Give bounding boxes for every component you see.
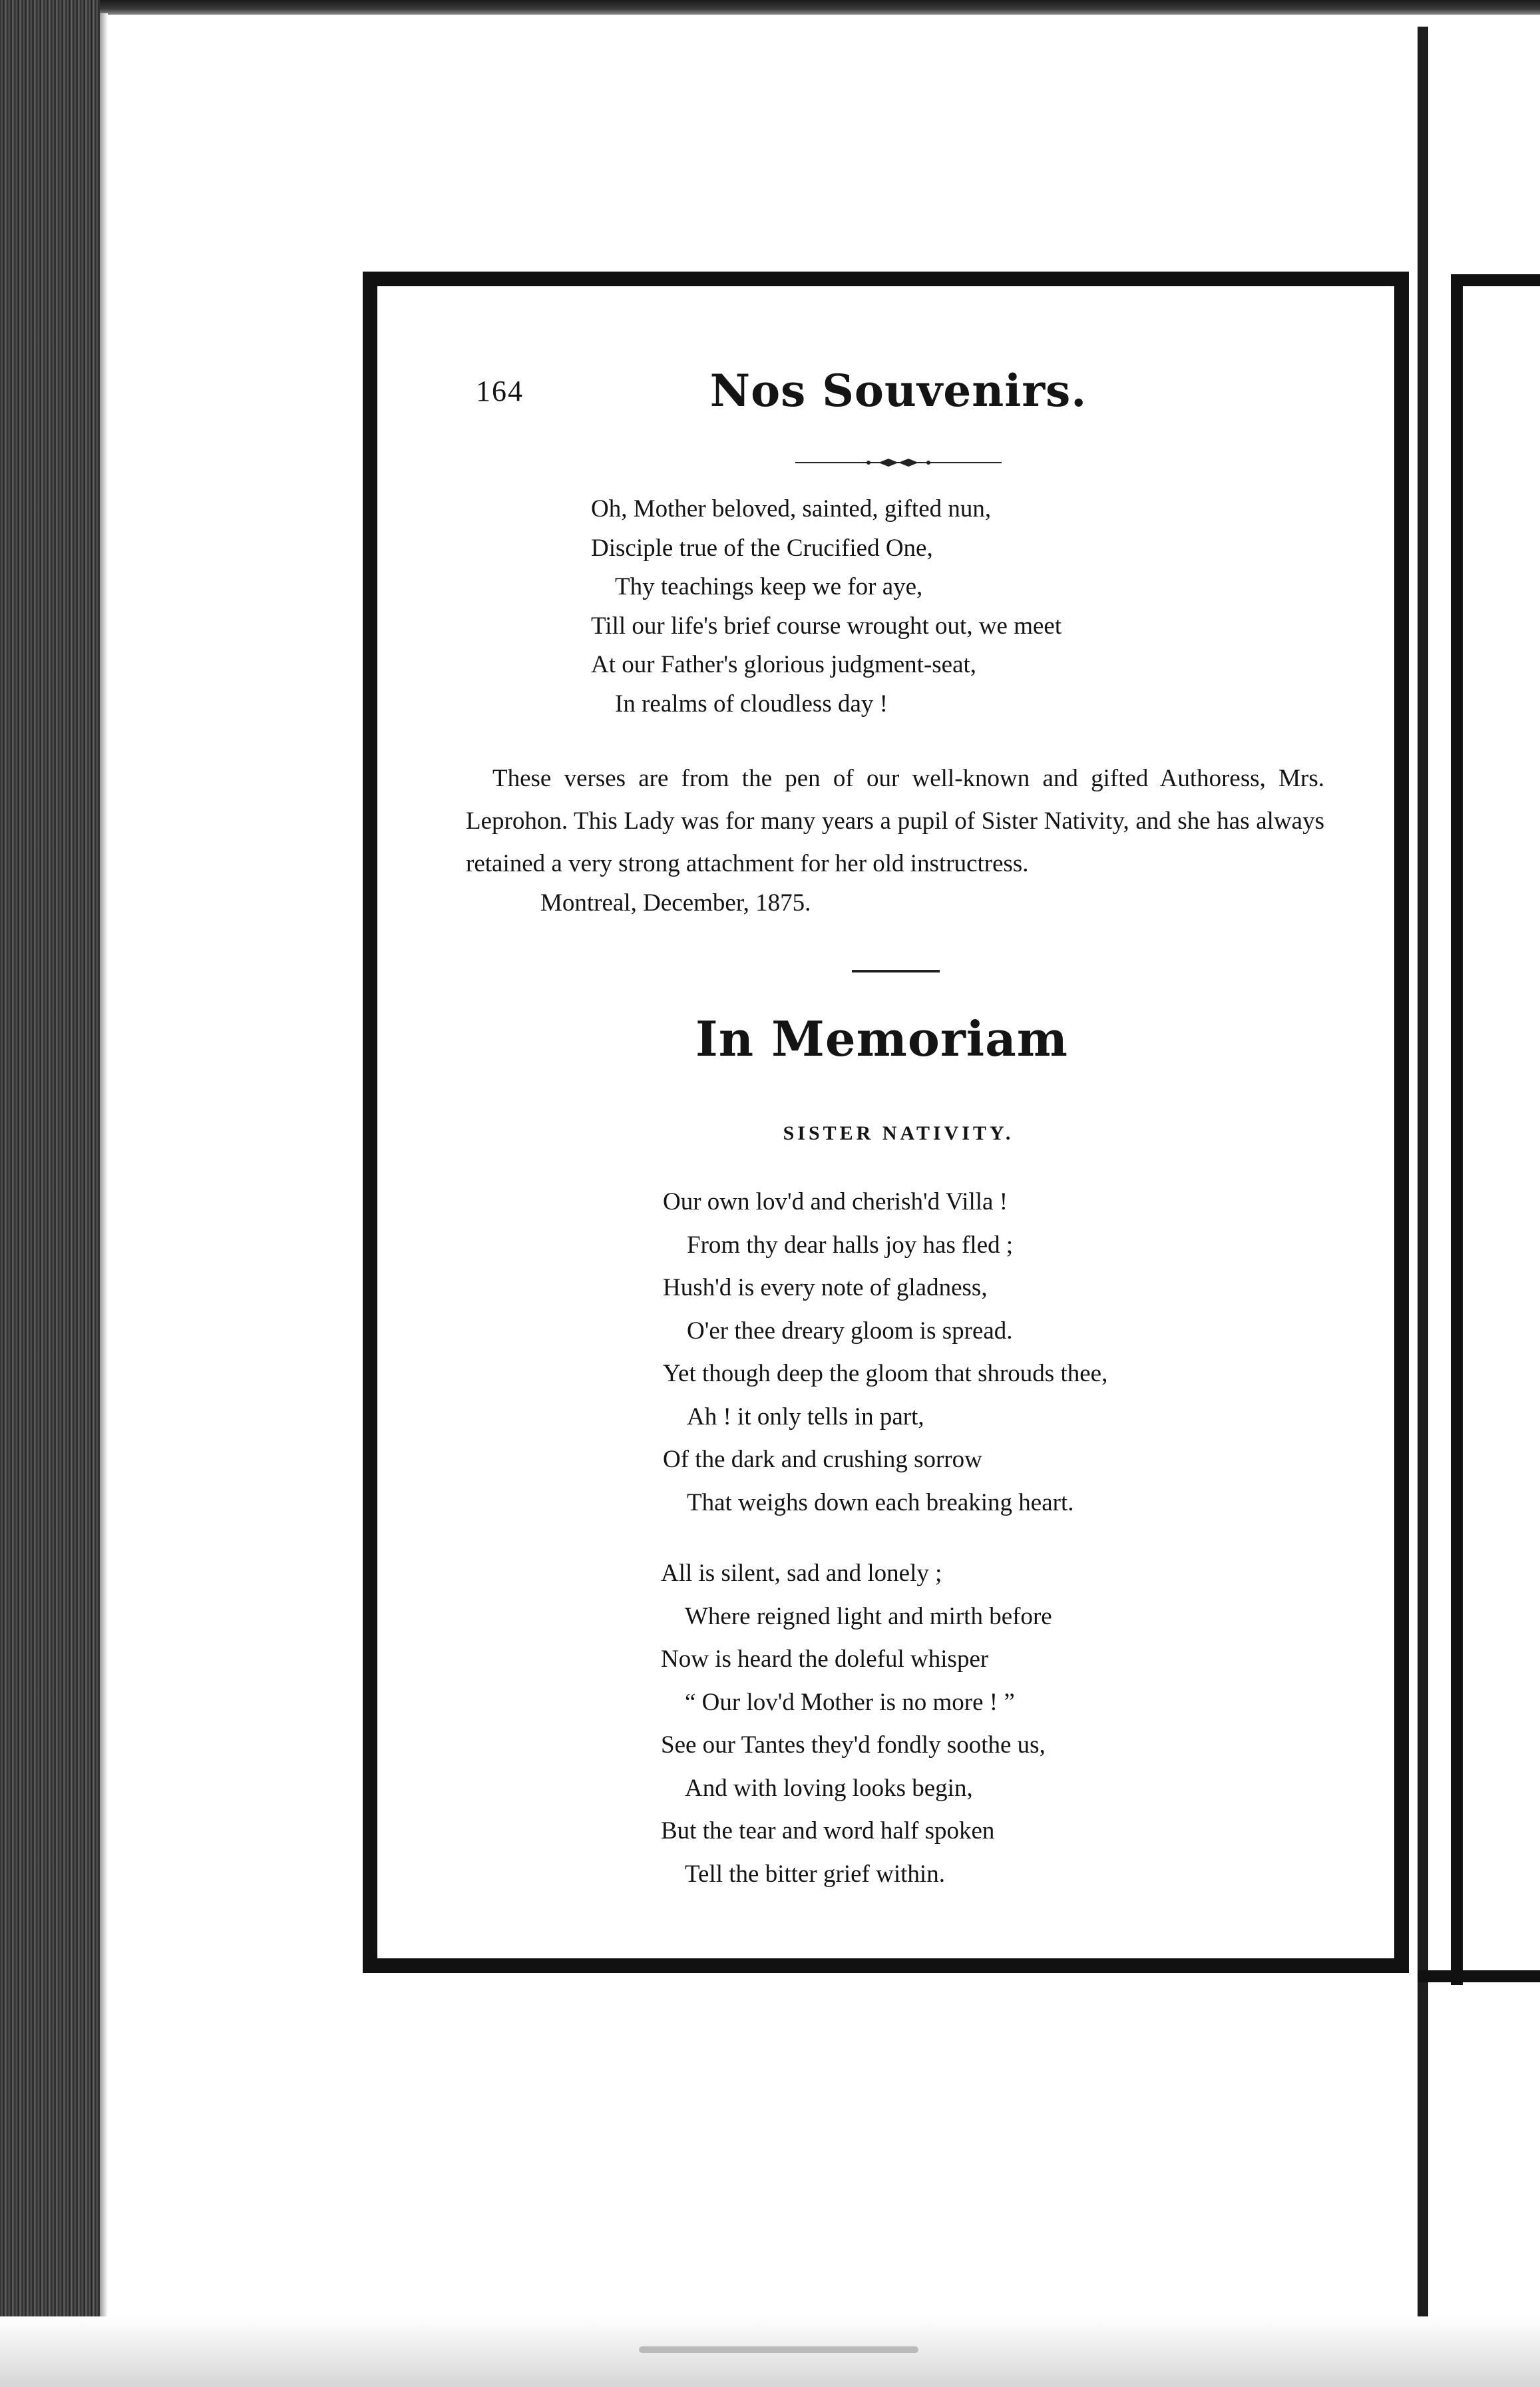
verse-line: O'er thee dreary gloom is spread. <box>687 1317 1013 1345</box>
verse-line: Disciple true of the Crucified One, <box>591 534 933 562</box>
memoriam-stanza-1 <box>663 1181 1107 1524</box>
ornament-rule-icon <box>795 457 1002 469</box>
poem-verses <box>591 490 1061 724</box>
memoriam-stanza-2 <box>661 1552 1052 1896</box>
book-page-edges <box>0 0 100 2330</box>
verse-line: Now is heard the doleful whisper <box>661 1645 989 1673</box>
memoriam-subtitle: SISTER NATIVITY. <box>783 1122 1014 1144</box>
dateline: Montreal, December, 1875. <box>540 889 811 917</box>
page-divider <box>1418 27 1428 2330</box>
facing-page-frame-bottom <box>1418 1970 1540 1982</box>
facing-page-frame-left <box>1451 274 1463 1985</box>
verse-line: “ Our lov'd Mother is no more ! ” <box>685 1688 1015 1716</box>
verse-line: In realms of cloudless day ! <box>615 690 888 718</box>
editorial-note-text: These verses are from the pen of our well-known and gifted Authoress, Mrs. Leprohon. This Lady was for many years a pupil of Sister Nativity, and she has always retained a very strong attachment for her old instructress. <box>466 765 1324 877</box>
gutter-shadow <box>100 13 108 2316</box>
verse-line: Of the dark and crushing sorrow <box>663 1446 982 1473</box>
verse-line: Till our life's brief course wrought out, we meet <box>591 612 1062 640</box>
verse-line: Hush'd is every note of gladness, <box>663 1274 988 1301</box>
verse-line: All is silent, sad and lonely ; <box>661 1560 942 1587</box>
verse-line: From thy dear halls joy has fled ; <box>687 1231 1014 1259</box>
verse-line: Ah ! it only tells in part, <box>687 1403 924 1430</box>
scan-top-edge <box>0 0 1540 15</box>
running-header-title: Nos Souvenirs. <box>709 365 1087 417</box>
verse-line: Yet though deep the gloom that shrouds thee, <box>663 1360 1108 1387</box>
page-number: 164 <box>476 375 524 407</box>
memoriam-title: In Memoriam <box>695 1010 1068 1067</box>
verse-line: And with loving looks begin, <box>685 1774 973 1802</box>
verse-line: Thy teachings keep we for aye, <box>615 573 923 600</box>
editorial-note <box>466 758 1324 885</box>
section-rule <box>852 970 940 973</box>
verse-line: Our own lov'd and cherish'd Villa ! <box>663 1188 1008 1215</box>
verse-line: At our Father's glorious judgment-seat, <box>591 651 977 678</box>
facing-page-frame-top <box>1451 274 1540 286</box>
scan-smudge <box>639 2346 918 2353</box>
verse-line: Where reigned light and mirth before <box>685 1602 1052 1630</box>
verse-line: Oh, Mother beloved, sainted, gifted nun, <box>591 495 992 523</box>
verse-line: See our Tantes they'd fondly soothe us, <box>661 1731 1046 1759</box>
verse-line: But the tear and word half spoken <box>661 1817 995 1845</box>
verse-line: That weighs down each breaking heart. <box>687 1488 1074 1516</box>
verse-line: Tell the bitter grief within. <box>685 1860 945 1888</box>
